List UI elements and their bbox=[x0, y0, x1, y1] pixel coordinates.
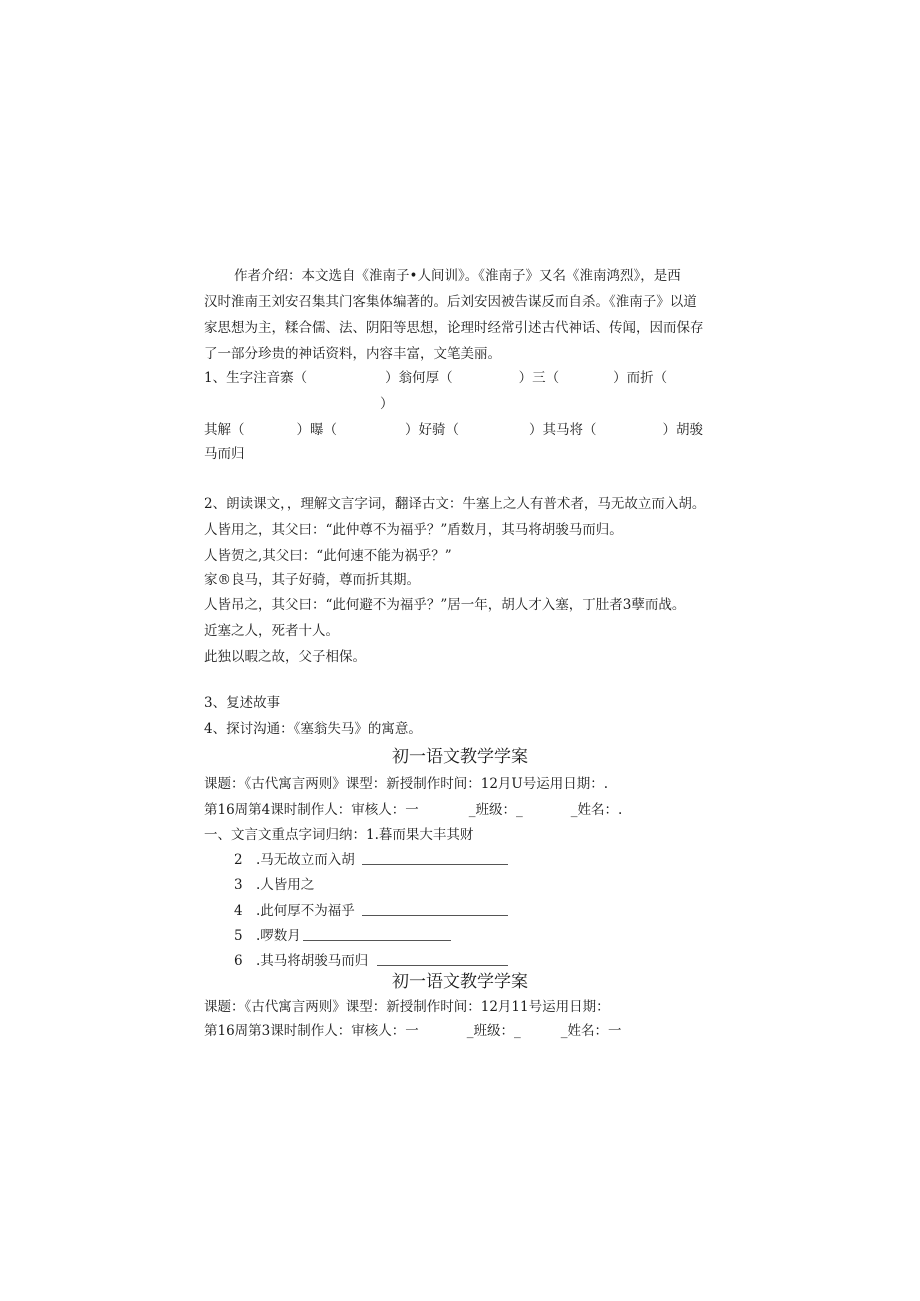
q1-part-j: ）胡骏 bbox=[662, 422, 703, 438]
section2-meta-line bbox=[204, 1021, 622, 1041]
item-num: 4 bbox=[234, 903, 243, 919]
section2-course-line: 课题：《古代寓言两则》课型：新授制作时间：12月11号运用日期： bbox=[204, 999, 610, 1015]
q2-line-6: 近塞之人，死者十人。 bbox=[204, 623, 339, 639]
item-num: 6 bbox=[234, 953, 243, 969]
q1-line-3: 马而归 bbox=[204, 446, 245, 462]
item-num: 5 bbox=[234, 928, 243, 944]
answer-underline bbox=[362, 915, 508, 916]
q1-closing-paren: ） bbox=[380, 396, 394, 412]
intro-line-2: 汉时淮南王刘安召集其门客集体编著的。后刘安因被告谋反而自杀。《淮南子》以道 bbox=[204, 294, 697, 310]
q4-line: 4、探讨沟通：《塞翁失马》的寓意。 bbox=[204, 721, 422, 737]
section2-meta-b: _班级：_ bbox=[466, 1023, 521, 1039]
q1-part-a: 1、生字注音寨（ bbox=[204, 370, 308, 386]
intro-line-1: 作者介绍：本文选自《淮南子•人间训》。《淮南子》又名《淮南鸿烈》，是西 bbox=[234, 268, 681, 284]
q2-line-1: 2、朗读课文，，理解文言字词，翻译古文：牛塞上之人有普术者，马无故立而入胡。 bbox=[204, 496, 706, 512]
q1-part-i: ）其马将（ bbox=[529, 422, 597, 438]
section1-meta-a: 第16周第4课时制作人：审核人：一 bbox=[204, 802, 419, 818]
q1-line-2 bbox=[204, 420, 703, 440]
q1-line-1 bbox=[204, 368, 667, 388]
section1-course-line: 课题：《古代寓言两则》课型：新授制作时间：12月U号运用日期：. bbox=[204, 776, 609, 792]
q1-part-c: ）三（ bbox=[518, 370, 560, 386]
q1-part-f: 其解（ bbox=[204, 422, 245, 438]
intro-line-3: 家思想为主，糅合儒、法、阴阳等思想，论理时经常引述古代神话、传闻，因而保存 bbox=[204, 320, 704, 336]
item-text: .其马将胡骏马而归 bbox=[256, 953, 369, 969]
q2-line-3: 人皆贺之,其父曰：“此何速不能为祸乎？” bbox=[204, 548, 452, 564]
item-text: .人皆用之 bbox=[256, 877, 315, 893]
q2-line-7: 此独以暇之故，父子相保。 bbox=[204, 649, 366, 665]
section1-meta-line bbox=[204, 800, 622, 820]
answer-underline bbox=[303, 940, 451, 941]
section1-meta-c: _姓名：. bbox=[570, 802, 623, 818]
q2-line-2: 人皆用之，其父曰：“此仲尊不为福乎？”盾数月，其马将胡骏马而归。 bbox=[204, 522, 623, 538]
section1-task-line: 一、文言文重点字词归纳：1.暮而果大丰其财 bbox=[204, 827, 474, 843]
q2-line-5: 人皆吊之，其父曰：“此何避不为福乎？”居一年，胡人才入塞，丁肚者3孽而战。 bbox=[204, 597, 686, 613]
section1-title: 初一语文教学学案 bbox=[392, 747, 528, 767]
q1-part-d: ）而折（ bbox=[613, 370, 668, 386]
item-num: 2 bbox=[234, 852, 243, 868]
item-text: .啰数月 bbox=[256, 928, 301, 944]
section1-meta-b: _班级：_ bbox=[468, 802, 523, 818]
section2-title: 初一语文教学学案 bbox=[392, 972, 528, 992]
answer-underline bbox=[377, 965, 508, 966]
item-text: .马无故立而入胡 bbox=[256, 852, 355, 868]
item-text: .此何厚不为福乎 bbox=[256, 903, 355, 919]
answer-underline bbox=[362, 864, 508, 865]
item-num: 3 bbox=[234, 877, 243, 893]
q2-line-4: 家®良马，其子好骑，尊而折其期。 bbox=[204, 572, 420, 588]
section2-meta-c: _姓名：一 bbox=[560, 1023, 622, 1039]
section2-meta-a: 第16周第3课时制作人：审核人：一 bbox=[204, 1023, 419, 1039]
q3-line: 3、复述故事 bbox=[204, 695, 281, 711]
intro-line-4: 了一部分珍贵的神话资料，内容丰富，文笔美丽。 bbox=[204, 346, 501, 362]
q1-part-g: ）曝（ bbox=[296, 422, 337, 438]
q1-part-b: ）翁何厚（ bbox=[385, 370, 453, 386]
q1-part-h: ）好骑（ bbox=[405, 422, 459, 438]
